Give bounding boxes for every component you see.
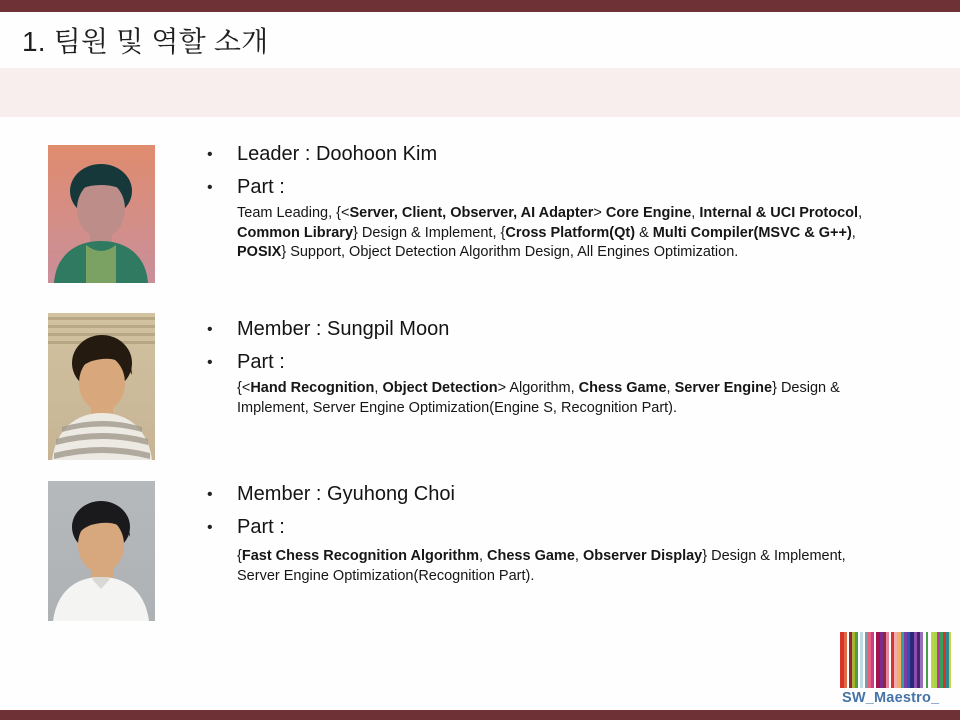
member-text-block [195, 483, 875, 586]
bottom-accent-bar [0, 710, 960, 720]
part-label: Part : [237, 516, 285, 538]
bullet-icon: • [207, 486, 213, 503]
member-photo-sungpil-moon [48, 313, 155, 460]
member-role-line [195, 318, 875, 341]
bullet-icon: • [207, 519, 213, 536]
bullet-icon: • [207, 321, 213, 338]
member-role: Member : Sungpil Moon [237, 318, 450, 340]
member-role-line [195, 483, 875, 506]
bullet-icon: • [207, 179, 213, 196]
part-label: Part : [237, 351, 285, 373]
title-underband [0, 68, 960, 117]
member-photo-doohoon-kim [48, 145, 155, 283]
member-photo-gyuhong-choi [48, 481, 155, 621]
member-part-line [195, 351, 875, 374]
member-part-description: {<Hand Recognition, Object Detection> Algorithm, Chess Game, Server Engine} Design & Implement, Server Engine Optimization(Engine S, Recognition Part). [237, 380, 840, 416]
bullet-icon: • [207, 354, 213, 371]
barcode-icon [840, 632, 952, 688]
member-text-block [195, 143, 875, 263]
page-title: 1. 팀원 및 역할 소개 [22, 26, 269, 57]
top-accent-bar [0, 0, 960, 12]
sw-maestro-logo [840, 632, 955, 706]
bullet-icon: • [207, 146, 213, 163]
member-text-block [195, 318, 875, 418]
member-part-description: {Fast Chess Recognition Algorithm, Chess Game, Observer Display} Design & Implement, Server Engine Optimization(Recognition Part). [237, 548, 846, 584]
title-area [0, 12, 960, 68]
member-part-description: Team Leading, {<Server, Client, Observer, AI Adapter> Core Engine, Internal & UCI Protocol, Common Library} Design & Implement, {Cross Platform(Qt) & Multi Compiler(MSVC & G++), POSIX} Support, Object Detection Algorithm Design, All Engines Optimization. [237, 205, 863, 261]
member-role: Member : Gyuhong Choi [237, 483, 455, 505]
member-role: Leader : Doohoon Kim [237, 143, 438, 165]
member-part-line [195, 516, 875, 539]
part-label: Part : [237, 176, 285, 198]
member-part-line [195, 176, 875, 199]
member-role-line [195, 143, 875, 166]
logo-text: SW_Maestro_ [842, 690, 940, 706]
